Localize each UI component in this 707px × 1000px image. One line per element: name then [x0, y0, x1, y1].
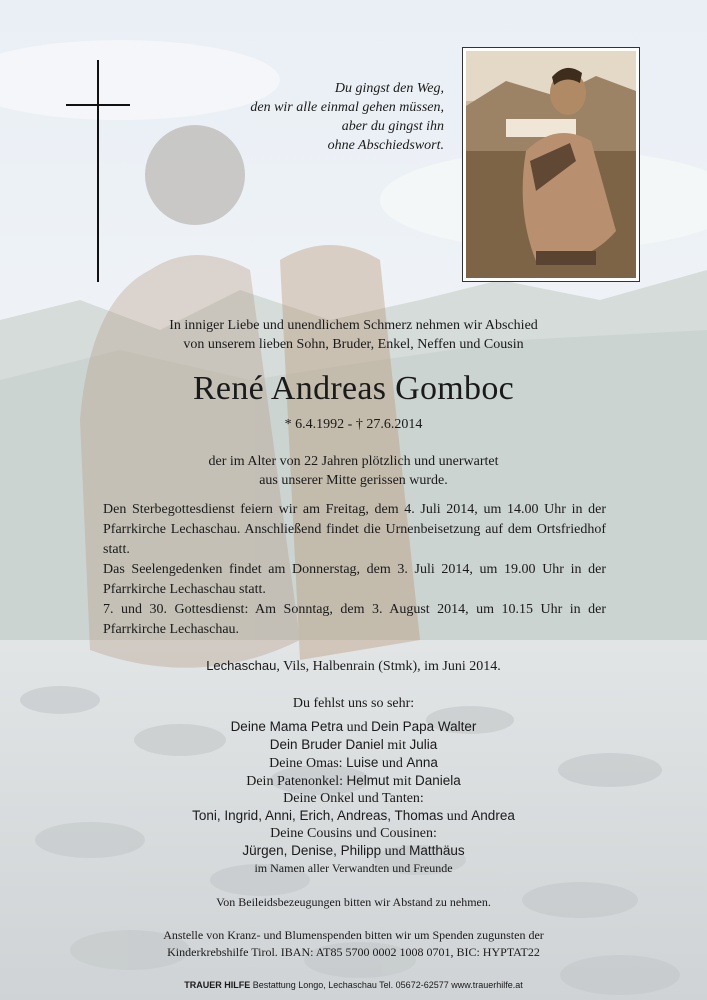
funeral-service-paragraph: Den Sterbegottesdienst feiern wir am Freitag, dem 4. Juli 2014, um 14.00 Uhr in der Pfarrkirche Lechaschau. Anschließend findet die Urnenbeisetzung auf dem Ortsfriedhof statt. — [103, 502, 606, 557]
poem-line: Du gingst den Weg, — [334, 81, 444, 96]
mourner-row — [0, 718, 707, 736]
age-line: der im Alter von 22 Jahren plötzlich und unerwartet — [208, 454, 499, 469]
mourner-name: Daniela — [414, 773, 461, 788]
services-paragraph: 7. und 30. Gottesdienst: Am Sonntag, dem 3. August 2014, um 10.15 Uhr in der Pfarrkirche Lechaschau. — [103, 602, 606, 637]
mourner-text: und — [343, 720, 372, 735]
mourner-name: Helmut — [346, 773, 390, 788]
mourner-text: mit — [383, 738, 410, 753]
mourner-text: und — [381, 844, 410, 859]
mourner-text: und — [378, 756, 407, 771]
poem-line: aber du gingst ihn — [341, 119, 444, 134]
mourners-heading: Du fehlst uns so sehr: — [292, 696, 415, 711]
mourner-row — [0, 807, 707, 825]
mourner-row — [0, 825, 707, 842]
donation-note — [0, 927, 707, 961]
cross-icon-bar — [66, 104, 130, 106]
mourner-text: Deine Onkel und Tanten: — [283, 791, 424, 806]
deceased-name: René Andreas Gomboc — [192, 370, 515, 407]
poem-line: den wir alle einmal gehen müssen, — [250, 100, 444, 115]
mourner-name: Dein Papa Walter — [371, 719, 477, 734]
footer-brand: TRAUER HILFE — [184, 980, 251, 990]
mourner-name: Jürgen, Denise, Philipp — [242, 843, 382, 858]
mourner-name: Luise — [346, 755, 379, 770]
mourner-name: Matthäus — [409, 843, 465, 858]
mourner-row — [0, 860, 707, 877]
poem — [228, 79, 444, 155]
memorial-paragraph: Das Seelengedenken findet am Donnerstag, dem 3. Juli 2014, um 19.00 Uhr in der Pfarrkirche Lechaschau statt. — [103, 562, 606, 597]
mourner-row — [0, 754, 707, 772]
mourner-text: und — [443, 809, 472, 824]
mourner-name: Julia — [409, 737, 438, 752]
mourner-row — [0, 772, 707, 790]
footer-text: Bestattung Longo, Lechaschau Tel. 05672-62577 www.trauerhilfe.at — [250, 980, 523, 990]
footer — [0, 979, 707, 991]
cross-icon — [97, 60, 99, 282]
life-dates: * 6.4.1992 - † 27.6.2014 — [284, 417, 423, 432]
portrait-photo — [462, 47, 640, 282]
place-rest: , Vils, Halbenrain (Stmk), im Juni 2014. — [276, 659, 501, 674]
intro-line: von unserem lieben Sohn, Bruder, Enkel, Neffen und Cousin — [183, 337, 524, 352]
mourner-text: Deine Omas: — [269, 756, 347, 771]
mourner-name: Andrea — [471, 808, 515, 823]
intro-text — [0, 316, 707, 354]
mourner-name: Anna — [406, 755, 438, 770]
place-bold: Lechaschau — [206, 658, 277, 673]
mourner-name: Toni, Ingrid, Anni, Erich, Andreas, Thomas — [192, 808, 444, 823]
mourner-text: im Namen aller Verwandten und Freunde — [254, 861, 453, 875]
mourner-text: Deine Cousins und Cousinen: — [270, 826, 437, 841]
mourner-row — [0, 842, 707, 860]
donation-line: Anstelle von Kranz- und Blumenspenden bitten wir um Spenden zugunsten der — [163, 928, 544, 942]
condolence-note: Von Beileidsbezeugungen bitten wir Abstand zu nehmen. — [216, 895, 491, 909]
place-date — [0, 656, 707, 676]
mourner-name: Deine Mama Petra — [230, 719, 344, 734]
age-text — [0, 452, 707, 490]
intro-line: In inniger Liebe und unendlichem Schmerz nehmen wir Abschied — [169, 318, 538, 333]
mourner-text: Dein Patenonkel: — [246, 774, 347, 789]
donation-line: Kinderkrebshilfe Tirol. IBAN: AT85 5700 0002 1008 0701, BIC: HYPTAT22 — [167, 945, 540, 959]
mourners-list — [0, 718, 707, 877]
mourner-text: mit — [389, 774, 415, 789]
mourner-row — [0, 736, 707, 754]
mourner-name: Dein Bruder Daniel — [269, 737, 384, 752]
poem-line: ohne Abschiedswort. — [327, 138, 444, 153]
portrait-image — [466, 51, 636, 278]
mourner-row — [0, 790, 707, 807]
age-line: aus unserer Mitte gerissen wurde. — [259, 473, 448, 488]
